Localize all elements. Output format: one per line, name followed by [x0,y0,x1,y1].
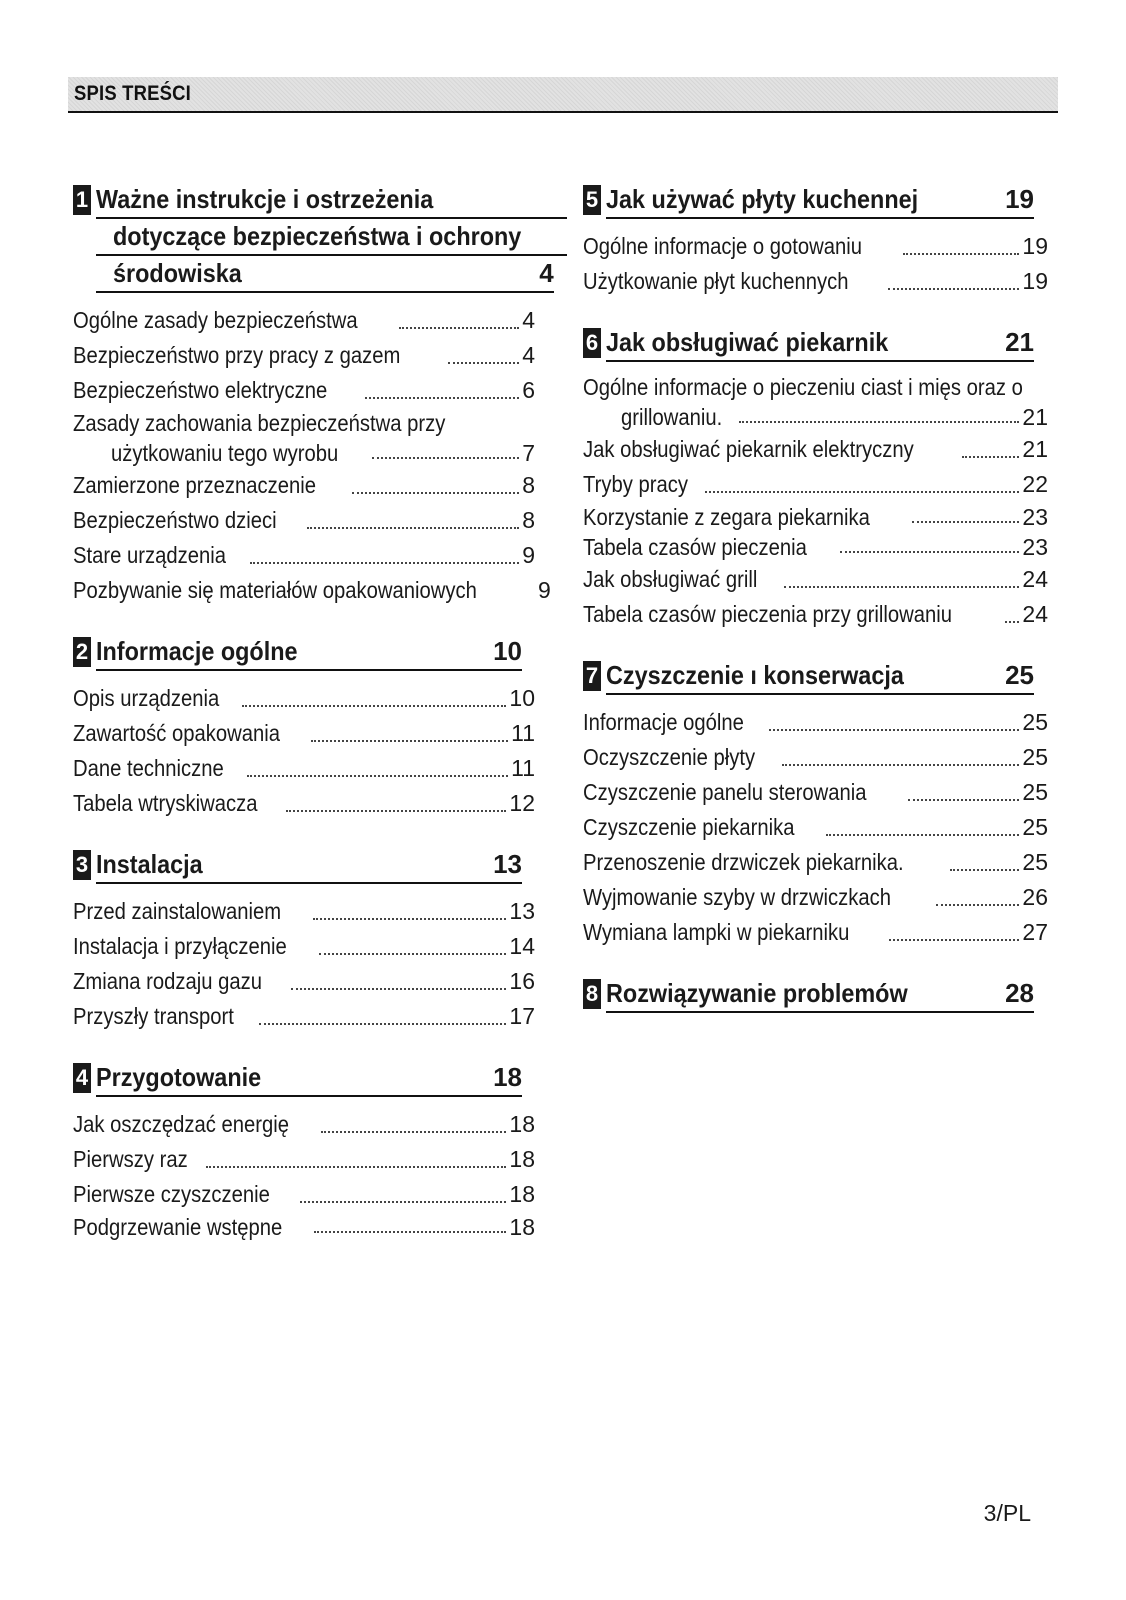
toc-entry[interactable]: Ogólne informacje o pieczeniu ciast i mięs oraz o grillowaniu. 21 [583,374,1048,430]
section-number-badge: 1 [73,185,91,215]
section-number-badge: 7 [583,661,601,691]
page-number: 3/PL [983,1500,1031,1526]
toc-entry[interactable]: Zasady zachowania bezpieczeństwa przy użytkowaniu tego wyrobu 7 [73,410,535,466]
toc-entry[interactable]: Stare urządzenia 9 [73,542,535,568]
toc-entry[interactable]: Bezpieczeństwo elektryczne 6 [73,377,535,403]
toc-section-1 [73,182,554,608]
section-number-badge: 8 [583,979,601,1009]
toc-entry[interactable]: Opis urządzenia 10 [73,685,535,711]
section-title: Informacje ogólne [96,636,298,666]
section-heading[interactable] [583,325,1048,362]
toc-entry[interactable]: Zawartość opakowania 11 [73,720,535,746]
toc-entry[interactable]: Korzystanie z zegara piekarnika 23 [583,504,1048,530]
toc-entry[interactable]: Pierwszy raz 18 [73,1146,535,1172]
toc-entry[interactable]: Tabela czasów pieczenia 23 [583,534,1048,560]
section-heading[interactable] [73,847,535,884]
section-title: Czyszczenie ı konserwacja [606,660,904,690]
section-heading[interactable] [73,1060,535,1097]
toc-entry[interactable]: Zmiana rodzaju gazu 16 [73,968,535,994]
section-title: Ważne instrukcje i ostrzeżenia [96,184,434,214]
toc-section-3 [73,847,535,1034]
toc-entry[interactable]: Dane techniczne 11 [73,755,535,781]
toc-entry[interactable]: Instalacja i przyłączenie 14 [73,933,535,959]
section-heading[interactable] [73,182,554,293]
toc-section-8 [583,976,1048,1013]
toc-entry[interactable]: Bezpieczeństwo przy pracy z gazem 4 [73,342,535,368]
section-number-badge: 6 [583,328,601,358]
toc-section-5 [583,182,1048,299]
toc-entry[interactable]: Tabela wtryskiwacza 12 [73,790,535,816]
toc-entry[interactable]: Jak obsługiwać grill 24 [583,566,1048,592]
section-heading[interactable] [73,634,535,671]
section-number-badge: 4 [73,1063,91,1093]
section-heading[interactable] [583,658,1048,695]
section-title: Jak obsługiwać piekarnik [606,327,889,357]
toc-entry[interactable]: Przenoszenie drzwiczek piekarnika. 25 [583,849,1048,875]
toc-entry[interactable]: Wyjmowanie szyby w drzwiczkach 26 [583,884,1048,910]
section-page: 21 [1005,327,1034,357]
toc-entry[interactable]: Ogólne zasady bezpieczeństwa 4 [73,307,535,333]
section-number-badge: 3 [73,850,91,880]
section-heading[interactable] [583,182,1048,219]
section-page: 19 [1005,184,1034,214]
toc-entry[interactable]: Jak oszczędzać energię 18 [73,1111,535,1137]
toc-entry[interactable]: Przed zainstalowaniem 13 [73,898,535,924]
section-title: Jak używać płyty kuchennej [606,184,919,214]
section-page: 18 [493,1062,522,1092]
toc-title: SPIS TREŚCI [74,82,191,105]
section-page: 25 [1005,660,1034,690]
toc-entry[interactable]: Podgrzewanie wstępne 18 [73,1214,535,1240]
toc-entry[interactable]: Zamierzone przeznaczenie 8 [73,472,535,498]
toc-entry[interactable]: Informacje ogólne 25 [583,709,1048,735]
section-title: Przygotowanie [96,1062,262,1092]
toc-section-6 [583,325,1048,632]
toc-entry[interactable]: Czyszczenie piekarnika 25 [583,814,1048,840]
toc-entry[interactable]: Wymiana lampki w piekarniku 27 [583,919,1048,945]
section-title: Instalacja [96,849,203,879]
section-number-badge: 5 [583,185,601,215]
toc-right-column [583,182,1048,1023]
toc-entry[interactable]: Pozbywanie się materiałów opakowaniowych 9 [73,577,551,603]
toc-entry[interactable]: Pierwsze czyszczenie 18 [73,1181,535,1207]
toc-entry[interactable]: Ogólne informacje o gotowaniu 19 [583,233,1048,259]
toc-entry[interactable]: Jak obsługiwać piekarnik elektryczny 21 [583,436,1048,462]
toc-header-bar [68,77,1058,113]
toc-entry[interactable]: Przyszły transport 17 [73,1003,535,1029]
toc-entry[interactable]: Bezpieczeństwo dzieci 8 [73,507,535,533]
section-title-cont: środowiska [113,258,242,288]
section-heading[interactable] [583,976,1048,1013]
toc-section-4 [73,1060,535,1242]
toc-section-7 [583,658,1048,950]
section-title: Rozwiązywanie problemów [606,978,908,1008]
section-number-badge: 2 [73,637,91,667]
toc-left-column [73,182,554,1242]
toc-entry[interactable]: Oczyszczenie płyty 25 [583,744,1048,770]
toc-entry[interactable]: Tryby pracy 22 [583,471,1048,497]
toc-entry[interactable]: Użytkowanie płyt kuchennych 19 [583,268,1048,294]
section-page: 10 [493,636,522,666]
toc-section-2 [73,634,535,821]
section-page: 28 [1005,978,1034,1008]
section-page: 13 [493,849,522,879]
toc-entry[interactable]: Tabela czasów pieczenia przy grillowaniu 24 [583,601,1048,627]
section-title-cont: dotyczące bezpieczeństwa i ochrony [113,221,522,251]
section-page: 4 [539,258,554,288]
toc-entry[interactable]: Czyszczenie panelu sterowania 25 [583,779,1048,805]
